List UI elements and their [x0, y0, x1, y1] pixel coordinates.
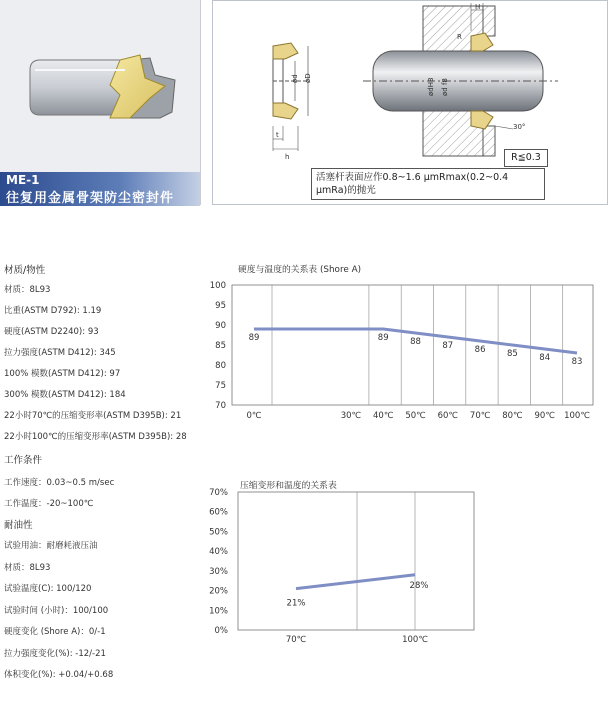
chart1-x-tick: 60℃: [437, 411, 458, 421]
chart1-data-label: 86: [474, 345, 486, 355]
conditions-heading: 工作条件: [4, 455, 43, 466]
chart1-y-tick: 90: [215, 321, 226, 331]
chart2-y-tick: 20%: [209, 586, 228, 597]
chart2-series-line: [296, 575, 415, 589]
chart1-y-tick: 75: [215, 381, 226, 391]
dim-t: t: [276, 131, 279, 139]
oil-resistance-line: 试验时间 (小时)：100/100: [4, 605, 109, 616]
chart1-data-label: 88: [410, 337, 421, 347]
material-property-line: 拉力强度(ASTM D412): 345: [4, 348, 116, 358]
chart2-data-label: 28%: [409, 580, 429, 591]
material-property-line: 材质：8L93: [4, 285, 51, 295]
material-property-line: 硬度(ASTM D2240): 93: [4, 327, 99, 337]
chart1-y-tick: 80: [215, 361, 226, 371]
chart1-y-tick: 70: [215, 401, 226, 411]
radius-spec-box: R≦0.3: [504, 149, 548, 167]
material-property-line: 300% 模数(ASTM D412): 184: [4, 390, 126, 400]
chart1-x-tick: 80℃: [502, 411, 523, 421]
chart1-data-label: 87: [442, 341, 454, 351]
dim-dH8: ødH8: [427, 77, 435, 96]
chart1-y-tick: 95: [215, 301, 226, 311]
condition-line: 工作温度：-20~100℃: [4, 499, 94, 509]
dim-df8: ød f8: [441, 78, 449, 96]
chart2-y-tick: 60%: [209, 507, 228, 518]
chart1-data-label: 89: [377, 333, 389, 343]
chart1-x-tick: 90℃: [534, 411, 555, 421]
chart2-x-tick: 100℃: [402, 635, 428, 645]
dim-R: R: [457, 33, 462, 41]
chart1-y-tick: 85: [215, 341, 226, 351]
chart2-x-tick: 70℃: [285, 635, 307, 645]
material-heading: 材质/物性: [4, 265, 46, 276]
chart1-data-label: 85: [506, 349, 518, 359]
chart2-y-tick: 0%: [214, 626, 228, 636]
chart2-y-tick: 40%: [209, 547, 228, 558]
material-property-line: 100% 模数(ASTM D412): 97: [4, 369, 121, 379]
surface-finish-note: 活塞杆表面应作0.8~1.6 μmRmax(0.2~0.4 μmRa)的抛光: [311, 168, 545, 200]
dim-D: øD: [304, 73, 312, 83]
oil-resistance-line: 拉力强度变化(%): -12/-21: [4, 648, 106, 659]
chart2-data-label: 21%: [286, 598, 306, 609]
chart1-x-tick: 30℃: [340, 411, 362, 421]
condition-line: 工作速度：0.03~0.5 m/sec: [4, 478, 115, 488]
chart1-x-tick: 40℃: [373, 411, 394, 421]
dim-H: H: [475, 3, 481, 11]
chart1-x-tick: 50℃: [405, 411, 426, 421]
dim-d: ød: [291, 74, 299, 83]
oil-resistance-heading: 耐油性: [4, 520, 33, 531]
chart2-y-tick: 10%: [209, 606, 228, 617]
compression-chart-title: 压缩变形和温度的关系表: [240, 481, 337, 491]
chart2-y-tick: 30%: [209, 566, 228, 577]
product-name: 往复用金属骨架防尘密封件: [6, 191, 175, 206]
material-property-line: 22小时70℃的压缩变形率(ASTM D395B): 21: [4, 411, 182, 421]
product-code: ME-1: [6, 173, 40, 187]
material-property-line: 22小时100℃的压缩变形率(ASTM D395B): 28: [4, 432, 187, 442]
oil-resistance-line: 体积变化(%): +0.04/+0.68: [4, 670, 114, 680]
oil-resistance-line: 试验用油：耐磨耗液压油: [4, 541, 98, 551]
oil-resistance-line: 试验温度(C): 100/120: [4, 584, 92, 594]
hardness-chart-title: 硬度与温度的关系表 (Shore A): [238, 265, 362, 275]
chart1-x-tick: 100℃: [564, 411, 590, 421]
chart1-data-label: 84: [539, 353, 551, 363]
oil-resistance-line: 材质：8L93: [4, 562, 51, 573]
material-property-line: 比重(ASTM D792): 1.19: [4, 306, 102, 316]
chart2-frame: [238, 492, 474, 630]
dim-h: h: [285, 153, 290, 161]
chart1-data-label: 89: [248, 333, 260, 343]
chart2-y-tick: 50%: [209, 527, 228, 538]
chart1-x-tick: 70℃: [469, 411, 491, 421]
chart1-y-tick: 100: [209, 281, 226, 291]
chart2-y-tick: 70%: [209, 488, 228, 498]
angle-30: 30°: [513, 123, 526, 131]
chart1-x-tick: 0℃: [246, 411, 262, 421]
chart1-data-label: 83: [571, 357, 583, 367]
oil-resistance-line: 硬度变化 (Shore A)：0/-1: [4, 627, 106, 637]
